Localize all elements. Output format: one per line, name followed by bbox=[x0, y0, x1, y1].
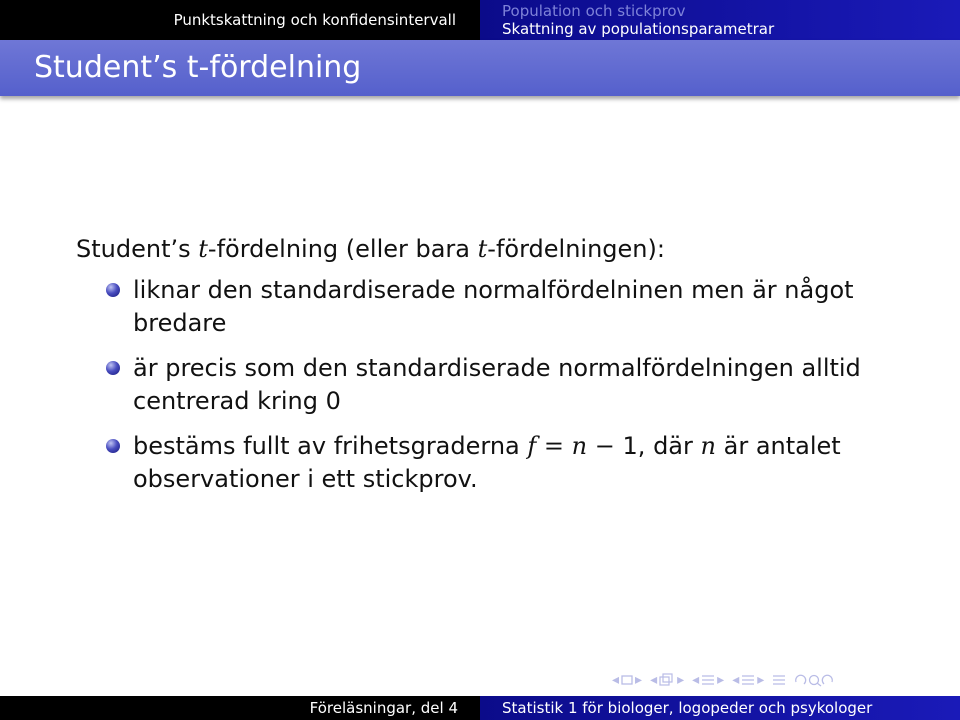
list-item: är precis som den standardiserade normalfördelningen alltid centrerad kring 0 bbox=[76, 352, 896, 418]
footer-left bbox=[0, 696, 480, 720]
nav-left-right-icon[interactable]: ◂ ▸ bbox=[612, 672, 643, 688]
subsection-nav-icon[interactable]: ◂ ▸ bbox=[692, 672, 725, 688]
header-subsections bbox=[480, 0, 960, 40]
beamer-navigation bbox=[612, 666, 834, 694]
footer-bar bbox=[0, 696, 960, 720]
slide-content bbox=[76, 232, 896, 508]
footer-course: Statistik 1 för biologer, logopeder och psykologer bbox=[502, 699, 873, 717]
bullet-ball-icon bbox=[106, 283, 120, 297]
section-nav-icon[interactable]: ◂ ▸ bbox=[732, 672, 765, 688]
frame-title-bar bbox=[0, 40, 960, 96]
nav-skattning[interactable]: Skattning av populationsparametrar bbox=[502, 20, 775, 38]
list-item: bestäms fullt av frihetsgraderna f = n − 1, där n är antalet observationer i ett stickprov. bbox=[76, 430, 896, 496]
align-icon[interactable] bbox=[772, 674, 786, 686]
bullet-ball-icon bbox=[106, 361, 120, 375]
header-section bbox=[0, 0, 480, 40]
bullet-ball-icon bbox=[106, 439, 120, 453]
list-item: liknar den standardiserade normalfördelninen men är något bredare bbox=[76, 274, 896, 340]
bullet-list bbox=[76, 274, 896, 496]
nav-population[interactable]: Population och stickprov bbox=[502, 2, 686, 20]
frame-title: Student’s t-fördelning bbox=[34, 50, 362, 85]
frame-nav-icon[interactable]: ◂ ▸ bbox=[650, 672, 685, 688]
footer-lecture: Föreläsningar, del 4 bbox=[309, 699, 458, 717]
lead-sentence: Student’s t-fördelning (eller bara t-fördelningen): bbox=[76, 235, 665, 263]
search-icon[interactable] bbox=[794, 673, 834, 687]
header-bar bbox=[0, 0, 960, 40]
header-section-title[interactable]: Punktskattning och konfidensintervall bbox=[173, 11, 456, 29]
footer-right bbox=[480, 696, 960, 720]
